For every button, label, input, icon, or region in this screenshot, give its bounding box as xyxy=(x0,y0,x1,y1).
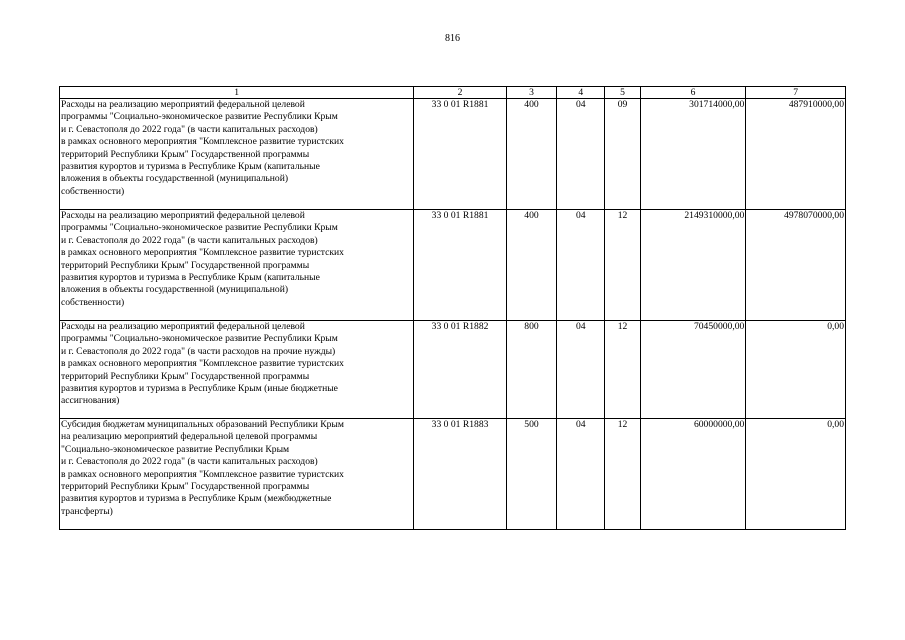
row-col4: 04 xyxy=(557,321,605,419)
row-amount-col7: 487910000,00 xyxy=(746,99,846,210)
row-description xyxy=(60,321,414,419)
description-line: территорий Республики Крым" Государственной программы xyxy=(61,148,310,160)
description-line: программы "Социально-экономическое развитие Республики Крым xyxy=(61,222,338,234)
row-col5: 12 xyxy=(605,210,640,321)
description-line: и г. Севастополя до 2022 года" (в части капитальных расходов) xyxy=(61,456,318,468)
description-line: развития курортов и туризма в Республике Крым (капитальные xyxy=(61,272,320,284)
header-col-5: 5 xyxy=(605,87,640,99)
row-amount-col7: 4978070000,00 xyxy=(746,210,846,321)
description-line: развития курортов и туризма в Республике Крым (межбюджетные xyxy=(61,493,332,505)
header-col-3: 3 xyxy=(506,87,556,99)
row-col3: 800 xyxy=(506,321,556,419)
row-col4: 04 xyxy=(557,419,605,530)
row-col3: 400 xyxy=(506,99,556,210)
row-description xyxy=(60,419,414,530)
header-col-7: 7 xyxy=(746,87,846,99)
header-col-2: 2 xyxy=(414,87,507,99)
row-col4: 04 xyxy=(557,99,605,210)
description-line: в рамках основного мероприятия "Комплексное развитие туристских xyxy=(61,358,344,370)
description-line: ассигнования) xyxy=(61,395,120,407)
description-line: Расходы на реализацию мероприятий федеральной целевой xyxy=(61,99,305,110)
budget-table xyxy=(59,86,846,530)
description-line: вложения в объекты государственной (муниципальной) xyxy=(61,284,289,296)
description-line: в рамках основного мероприятия "Комплексное развитие туристских xyxy=(61,468,344,480)
description-line: собственности) xyxy=(61,296,125,308)
description-line: и г. Севастополя до 2022 года" (в части расходов на прочие нужды) xyxy=(61,345,336,357)
row-amount-col6: 2149310000,00 xyxy=(640,210,746,321)
description-line: территорий Республики Крым" Государственной программы xyxy=(61,259,310,271)
row-amount-col7: 0,00 xyxy=(746,321,846,419)
row-amount-col6: 60000000,00 xyxy=(640,419,746,530)
row-col5: 12 xyxy=(605,321,640,419)
description-line: на реализацию мероприятий федеральной целевой программы xyxy=(61,431,318,443)
row-col4: 04 xyxy=(557,210,605,321)
header-col-6: 6 xyxy=(640,87,746,99)
description-line: и г. Севастополя до 2022 года" (в части капитальных расходов) xyxy=(61,123,318,135)
row-amount-col6: 301714000,00 xyxy=(640,99,746,210)
table-row xyxy=(60,321,846,419)
description-line: развития курортов и туризма в Республике Крым (капитальные xyxy=(61,161,320,173)
description-line: программы "Социально-экономическое развитие Республики Крым xyxy=(61,333,338,345)
description-line: трансферты) xyxy=(61,505,113,517)
row-col3: 500 xyxy=(506,419,556,530)
description-line: территорий Республики Крым" Государственной программы xyxy=(61,370,310,382)
description-line: развития курортов и туризма в Республике Крым (иные бюджетные xyxy=(61,383,338,395)
table-header xyxy=(60,87,846,99)
header-row xyxy=(60,87,846,99)
row-target-code: 33 0 01 R1881 xyxy=(414,99,507,210)
description-line: в рамках основного мероприятия "Комплексное развитие туристских xyxy=(61,247,344,259)
description-line: и г. Севастополя до 2022 года" (в части капитальных расходов) xyxy=(61,234,318,246)
row-target-code: 33 0 01 R1882 xyxy=(414,321,507,419)
description-line: собственности) xyxy=(61,185,125,197)
row-col5: 12 xyxy=(605,419,640,530)
table-row xyxy=(60,99,846,210)
description-line: Субсидия бюджетам муниципальных образований Республики Крым xyxy=(61,419,344,430)
header-col-1: 1 xyxy=(60,87,414,99)
description-line: Расходы на реализацию мероприятий федеральной целевой xyxy=(61,210,305,221)
table-row xyxy=(60,210,846,321)
description-line: территорий Республики Крым" Государственной программы xyxy=(61,481,310,493)
row-target-code: 33 0 01 R1881 xyxy=(414,210,507,321)
page-number: 816 xyxy=(445,33,460,44)
row-col3: 400 xyxy=(506,210,556,321)
row-description xyxy=(60,99,414,210)
row-amount-col6: 70450000,00 xyxy=(640,321,746,419)
row-col5: 09 xyxy=(605,99,640,210)
row-target-code: 33 0 01 R1883 xyxy=(414,419,507,530)
row-amount-col7: 0,00 xyxy=(746,419,846,530)
description-line: в рамках основного мероприятия "Комплексное развитие туристских xyxy=(61,136,344,148)
description-line: Расходы на реализацию мероприятий федеральной целевой xyxy=(61,321,305,332)
table-row xyxy=(60,419,846,530)
table-body xyxy=(60,99,846,530)
description-line: "Социально-экономическое развитие Республики Крым xyxy=(61,443,290,455)
description-line: программы "Социально-экономическое развитие Республики Крым xyxy=(61,111,338,123)
row-description xyxy=(60,210,414,321)
header-col-4: 4 xyxy=(557,87,605,99)
description-line: вложения в объекты государственной (муниципальной) xyxy=(61,173,289,185)
